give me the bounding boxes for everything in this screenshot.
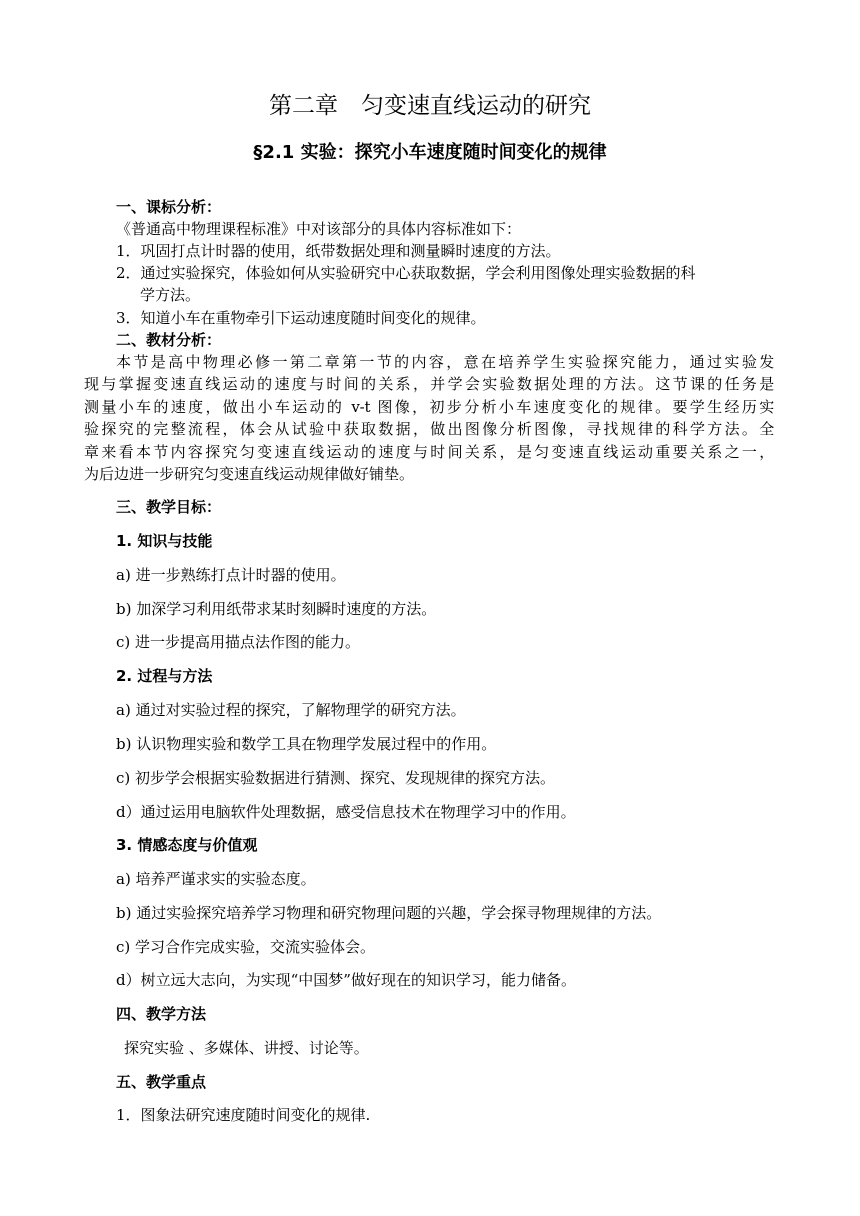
textbook-analysis-line: 本节是高中物理必修一第二章第一节的内容，意在培养学生实验探究能力，通过实验发 [116,353,774,371]
objective-item: b) 认识物理实验和数学工具在物理学发展过程中的作用。 [116,735,497,753]
objective-item: a) 通过对实验过程的探究，了解物理学的研究方法。 [116,701,466,719]
teaching-focus-text: 1．图象法研究速度随时间变化的规律. [116,1106,371,1124]
curriculum-item: 1．巩固打点计时器的使用，纸带数据处理和测量瞬时速度的方法。 [116,242,561,260]
curriculum-item-continued: 学方法。 [140,286,201,304]
textbook-analysis-line: 验探究的完整流程，体会从试验中获取数据，做出图像分析图像，寻找规律的科学方法。全 [84,420,774,438]
textbook-analysis-line: 现与掌握变速直线运动的速度与时间的关系，并学会实验数据处理的方法。这节课的任务是 [84,375,774,393]
objective-item: c) 学习合作完成实验，交流实验体会。 [116,938,376,956]
textbook-analysis-line: 章来看本节内容探究匀变速直线运动的速度与时间关系，是匀变速直线运动重要关系之一， [84,443,774,461]
curriculum-intro: 《普通高中物理课程标准》中对该部分的具体内容标准如下： [116,220,522,238]
objective-item: d）通过运用电脑软件处理数据，感受信息技术在物理学习中的作用。 [116,803,576,821]
objective-item: b) 通过实验探究培养学习物理和研究物理问题的兴趣，学会探寻物理规律的方法。 [116,904,662,922]
heading-teaching-objectives: 三、教学目标： [116,498,222,516]
heading-curriculum-analysis: 一、课标分析： [116,198,222,216]
objective-item: a) 培养严谨求实的实验态度。 [116,870,316,888]
curriculum-item: 2．通过实验探究，体验如何从实验研究中心获取数据，学会利用图像处理实验数据的科 [116,264,696,282]
section-title: §2.1 实验：探究小车速度随时间变化的规律 [253,142,607,163]
objective-item: c) 进一步提高用描点法作图的能力。 [116,633,361,651]
heading-teaching-methods: 四、教学方法 [116,1005,207,1023]
textbook-analysis-line: 测量小车的速度，做出小车运动的 v-t 图像，初步分析小车速度变化的规律。要学生经历实 [84,398,774,416]
heading-knowledge-skills: 1. 知识与技能 [116,532,213,550]
textbook-analysis-line: 为后边进一步研究匀变速直线运动规律做好铺垫。 [84,465,415,483]
objective-item: b) 加深学习利用纸带求某时刻瞬时速度的方法。 [116,600,437,618]
objective-item: d）树立远大志向，为实现“中国梦”做好现在的知识学习，能力储备。 [116,971,576,989]
chapter-title: 第二章 匀变速直线运动的研究 [269,93,591,119]
curriculum-item: 3．知道小车在重物牵引下运动速度随时间变化的规律。 [116,309,486,327]
objective-item: c) 初步学会根据实验数据进行猜测、探究、发现规律的探究方法。 [116,769,556,787]
heading-textbook-analysis: 二、教材分析： [116,331,222,349]
objective-item: a) 进一步熟练打点计时器的使用。 [116,566,346,584]
teaching-methods-text: 探究实验 、多媒体、讲授、讨论等。 [124,1039,369,1057]
heading-process-methods: 2. 过程与方法 [116,667,213,685]
heading-emotions-values: 3. 情感态度与价值观 [116,836,258,854]
heading-teaching-focus: 五、教学重点 [116,1073,207,1091]
